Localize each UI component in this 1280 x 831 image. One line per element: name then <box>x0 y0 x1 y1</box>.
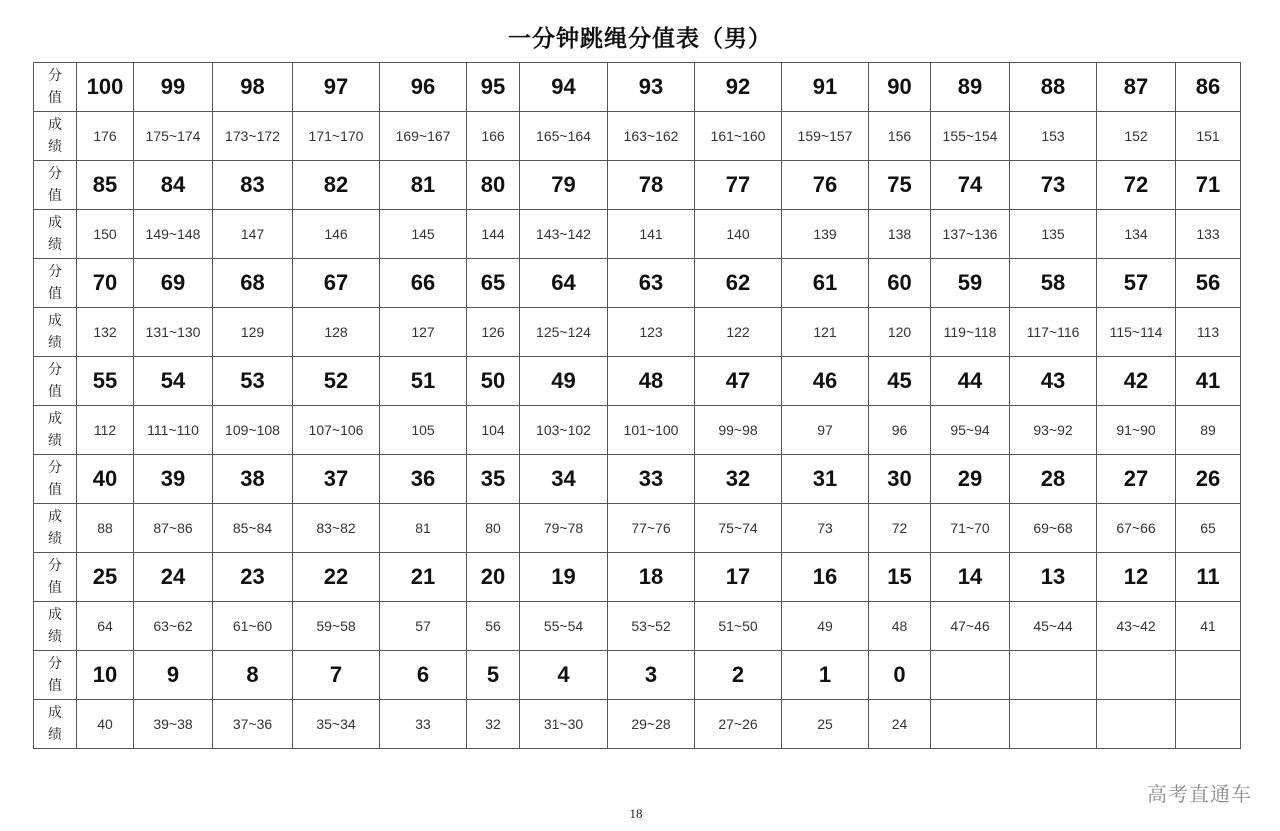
result-cell: 87~86 <box>134 504 213 553</box>
score-row-label <box>34 553 77 602</box>
result-cell: 37~36 <box>213 700 293 749</box>
score-cell: 41 <box>1176 357 1241 406</box>
score-cell: 77 <box>695 161 782 210</box>
score-label-text: 分值 <box>48 264 62 302</box>
score-cell: 65 <box>467 259 520 308</box>
result-cell <box>1010 700 1097 749</box>
score-label-text: 分值 <box>48 166 62 204</box>
score-cell: 1 <box>782 651 869 700</box>
result-cell: 73 <box>782 504 869 553</box>
page-title: 一分钟跳绳分值表（男） <box>508 26 772 52</box>
score-cell: 28 <box>1010 455 1097 504</box>
result-row-label <box>34 504 77 553</box>
score-cell: 81 <box>380 161 467 210</box>
score-cell: 63 <box>608 259 695 308</box>
result-cell: 146 <box>293 210 380 259</box>
score-cell: 2 <box>695 651 782 700</box>
result-row-label <box>34 112 77 161</box>
score-cell <box>1097 651 1176 700</box>
score-cell: 33 <box>608 455 695 504</box>
result-cell: 35~34 <box>293 700 380 749</box>
result-cell: 51~50 <box>695 602 782 651</box>
result-cell: 113 <box>1176 308 1241 357</box>
score-cell: 57 <box>1097 259 1176 308</box>
result-cell: 152 <box>1097 112 1176 161</box>
score-cell: 18 <box>608 553 695 602</box>
result-row <box>34 210 1241 259</box>
score-cell: 48 <box>608 357 695 406</box>
result-cell: 126 <box>467 308 520 357</box>
result-cell: 97 <box>782 406 869 455</box>
result-cell: 107~106 <box>293 406 380 455</box>
result-cell: 72 <box>869 504 931 553</box>
result-cell: 61~60 <box>213 602 293 651</box>
result-cell: 176 <box>77 112 134 161</box>
score-row <box>34 357 1241 406</box>
score-cell: 64 <box>520 259 608 308</box>
score-cell: 14 <box>931 553 1010 602</box>
score-cell: 29 <box>931 455 1010 504</box>
score-cell: 55 <box>77 357 134 406</box>
result-cell: 129 <box>213 308 293 357</box>
result-cell: 32 <box>467 700 520 749</box>
result-cell: 105 <box>380 406 467 455</box>
result-cell: 39~38 <box>134 700 213 749</box>
result-cell: 131~130 <box>134 308 213 357</box>
result-cell: 109~108 <box>213 406 293 455</box>
score-cell: 20 <box>467 553 520 602</box>
score-cell: 58 <box>1010 259 1097 308</box>
score-row <box>34 63 1241 112</box>
result-cell: 91~90 <box>1097 406 1176 455</box>
result-cell: 75~74 <box>695 504 782 553</box>
table-body <box>34 63 1241 749</box>
result-cell: 33 <box>380 700 467 749</box>
score-cell: 21 <box>380 553 467 602</box>
score-cell: 70 <box>77 259 134 308</box>
score-label-text: 分值 <box>48 460 62 498</box>
score-cell: 56 <box>1176 259 1241 308</box>
score-cell: 10 <box>77 651 134 700</box>
score-cell: 9 <box>134 651 213 700</box>
score-cell: 97 <box>293 63 380 112</box>
score-cell: 42 <box>1097 357 1176 406</box>
result-label-text: 成绩 <box>48 313 62 351</box>
result-cell: 56 <box>467 602 520 651</box>
score-row <box>34 553 1241 602</box>
result-cell: 159~157 <box>782 112 869 161</box>
score-row <box>34 651 1241 700</box>
result-cell: 165~164 <box>520 112 608 161</box>
score-cell: 22 <box>293 553 380 602</box>
score-cell: 92 <box>695 63 782 112</box>
score-cell: 19 <box>520 553 608 602</box>
score-cell: 50 <box>467 357 520 406</box>
score-cell: 16 <box>782 553 869 602</box>
score-row-label <box>34 259 77 308</box>
score-cell: 35 <box>467 455 520 504</box>
score-cell: 0 <box>869 651 931 700</box>
page-number: 18 <box>629 806 643 821</box>
score-label-text: 分值 <box>48 656 62 694</box>
score-row-label <box>34 357 77 406</box>
score-cell: 86 <box>1176 63 1241 112</box>
result-cell: 121 <box>782 308 869 357</box>
score-cell: 71 <box>1176 161 1241 210</box>
score-cell: 36 <box>380 455 467 504</box>
result-cell: 95~94 <box>931 406 1010 455</box>
result-cell: 143~142 <box>520 210 608 259</box>
result-cell: 144 <box>467 210 520 259</box>
score-cell: 73 <box>1010 161 1097 210</box>
result-cell: 31~30 <box>520 700 608 749</box>
score-cell: 40 <box>77 455 134 504</box>
result-row <box>34 406 1241 455</box>
result-label-text: 成绩 <box>48 411 62 449</box>
result-label-text: 成绩 <box>48 117 62 155</box>
score-cell: 11 <box>1176 553 1241 602</box>
score-cell: 74 <box>931 161 1010 210</box>
score-cell: 62 <box>695 259 782 308</box>
result-label-text: 成绩 <box>48 607 62 645</box>
result-cell: 112 <box>77 406 134 455</box>
score-cell <box>1176 651 1241 700</box>
score-row-label <box>34 455 77 504</box>
score-cell: 4 <box>520 651 608 700</box>
score-cell: 8 <box>213 651 293 700</box>
score-cell <box>931 651 1010 700</box>
score-cell: 83 <box>213 161 293 210</box>
result-cell: 40 <box>77 700 134 749</box>
result-cell: 175~174 <box>134 112 213 161</box>
result-label-text: 成绩 <box>48 509 62 547</box>
result-row <box>34 308 1241 357</box>
score-cell: 68 <box>213 259 293 308</box>
result-cell: 71~70 <box>931 504 1010 553</box>
score-cell: 60 <box>869 259 931 308</box>
score-cell: 3 <box>608 651 695 700</box>
score-cell: 51 <box>380 357 467 406</box>
result-cell: 48 <box>869 602 931 651</box>
result-cell: 134 <box>1097 210 1176 259</box>
result-cell: 115~114 <box>1097 308 1176 357</box>
score-cell: 96 <box>380 63 467 112</box>
score-cell: 88 <box>1010 63 1097 112</box>
result-cell: 111~110 <box>134 406 213 455</box>
score-cell: 17 <box>695 553 782 602</box>
result-cell: 132 <box>77 308 134 357</box>
result-cell: 69~68 <box>1010 504 1097 553</box>
score-cell: 23 <box>213 553 293 602</box>
result-cell: 161~160 <box>695 112 782 161</box>
result-cell: 55~54 <box>520 602 608 651</box>
result-cell: 43~42 <box>1097 602 1176 651</box>
result-cell: 171~170 <box>293 112 380 161</box>
score-cell: 54 <box>134 357 213 406</box>
score-cell: 43 <box>1010 357 1097 406</box>
score-cell: 26 <box>1176 455 1241 504</box>
result-cell <box>1176 700 1241 749</box>
score-cell: 79 <box>520 161 608 210</box>
score-cell: 89 <box>931 63 1010 112</box>
result-cell: 49 <box>782 602 869 651</box>
score-cell: 45 <box>869 357 931 406</box>
score-cell: 38 <box>213 455 293 504</box>
score-cell: 75 <box>869 161 931 210</box>
score-cell: 80 <box>467 161 520 210</box>
result-row <box>34 504 1241 553</box>
result-cell: 88 <box>77 504 134 553</box>
result-cell <box>931 700 1010 749</box>
result-cell: 166 <box>467 112 520 161</box>
result-cell: 137~136 <box>931 210 1010 259</box>
score-cell: 5 <box>467 651 520 700</box>
score-cell: 32 <box>695 455 782 504</box>
score-row <box>34 259 1241 308</box>
result-cell <box>1097 700 1176 749</box>
score-cell: 84 <box>134 161 213 210</box>
score-cell: 46 <box>782 357 869 406</box>
result-cell: 101~100 <box>608 406 695 455</box>
result-cell: 96 <box>869 406 931 455</box>
score-cell: 90 <box>869 63 931 112</box>
result-cell: 135 <box>1010 210 1097 259</box>
result-cell: 59~58 <box>293 602 380 651</box>
score-cell: 24 <box>134 553 213 602</box>
score-cell: 66 <box>380 259 467 308</box>
score-cell: 82 <box>293 161 380 210</box>
result-cell: 169~167 <box>380 112 467 161</box>
result-cell: 145 <box>380 210 467 259</box>
score-row <box>34 161 1241 210</box>
result-cell: 67~66 <box>1097 504 1176 553</box>
result-cell: 122 <box>695 308 782 357</box>
score-cell: 95 <box>467 63 520 112</box>
score-cell: 59 <box>931 259 1010 308</box>
result-cell: 104 <box>467 406 520 455</box>
result-row-label <box>34 308 77 357</box>
score-cell: 37 <box>293 455 380 504</box>
score-cell: 12 <box>1097 553 1176 602</box>
score-label-text: 分值 <box>48 362 62 400</box>
score-cell: 72 <box>1097 161 1176 210</box>
result-cell: 81 <box>380 504 467 553</box>
score-cell: 99 <box>134 63 213 112</box>
result-cell: 138 <box>869 210 931 259</box>
score-cell: 69 <box>134 259 213 308</box>
score-cell: 76 <box>782 161 869 210</box>
result-cell: 173~172 <box>213 112 293 161</box>
result-cell: 120 <box>869 308 931 357</box>
result-cell: 153 <box>1010 112 1097 161</box>
score-label-text: 分值 <box>48 68 62 106</box>
result-cell: 89 <box>1176 406 1241 455</box>
score-cell: 91 <box>782 63 869 112</box>
score-cell: 39 <box>134 455 213 504</box>
result-cell: 93~92 <box>1010 406 1097 455</box>
score-row-label <box>34 651 77 700</box>
result-row-label <box>34 700 77 749</box>
result-cell: 99~98 <box>695 406 782 455</box>
result-row <box>34 700 1241 749</box>
result-cell: 128 <box>293 308 380 357</box>
score-cell: 31 <box>782 455 869 504</box>
score-cell: 30 <box>869 455 931 504</box>
result-cell: 77~76 <box>608 504 695 553</box>
score-cell: 47 <box>695 357 782 406</box>
result-label-text: 成绩 <box>48 215 62 253</box>
result-cell: 117~116 <box>1010 308 1097 357</box>
result-cell: 79~78 <box>520 504 608 553</box>
score-cell: 53 <box>213 357 293 406</box>
result-cell: 156 <box>869 112 931 161</box>
score-cell: 100 <box>77 63 134 112</box>
result-row-label <box>34 210 77 259</box>
score-cell: 93 <box>608 63 695 112</box>
result-cell: 80 <box>467 504 520 553</box>
result-cell: 123 <box>608 308 695 357</box>
result-cell: 45~44 <box>1010 602 1097 651</box>
score-cell: 13 <box>1010 553 1097 602</box>
result-cell: 133 <box>1176 210 1241 259</box>
score-row-label <box>34 63 77 112</box>
result-cell: 147 <box>213 210 293 259</box>
score-cell: 98 <box>213 63 293 112</box>
score-table <box>33 62 1241 749</box>
result-cell: 119~118 <box>931 308 1010 357</box>
score-cell: 78 <box>608 161 695 210</box>
result-cell: 41 <box>1176 602 1241 651</box>
result-cell: 85~84 <box>213 504 293 553</box>
result-cell: 155~154 <box>931 112 1010 161</box>
score-cell: 27 <box>1097 455 1176 504</box>
score-cell: 6 <box>380 651 467 700</box>
score-cell: 52 <box>293 357 380 406</box>
result-cell: 141 <box>608 210 695 259</box>
result-row <box>34 112 1241 161</box>
score-label-text: 分值 <box>48 558 62 596</box>
result-cell: 65 <box>1176 504 1241 553</box>
score-cell: 15 <box>869 553 931 602</box>
result-cell: 63~62 <box>134 602 213 651</box>
score-row-label <box>34 161 77 210</box>
score-cell: 25 <box>77 553 134 602</box>
result-cell: 149~148 <box>134 210 213 259</box>
score-cell: 85 <box>77 161 134 210</box>
result-cell: 125~124 <box>520 308 608 357</box>
result-cell: 103~102 <box>520 406 608 455</box>
result-cell: 47~46 <box>931 602 1010 651</box>
result-cell: 83~82 <box>293 504 380 553</box>
score-cell: 7 <box>293 651 380 700</box>
score-cell: 44 <box>931 357 1010 406</box>
score-row <box>34 455 1241 504</box>
result-cell: 53~52 <box>608 602 695 651</box>
score-cell: 34 <box>520 455 608 504</box>
result-cell: 139 <box>782 210 869 259</box>
result-cell: 140 <box>695 210 782 259</box>
score-cell: 94 <box>520 63 608 112</box>
result-cell: 150 <box>77 210 134 259</box>
result-row <box>34 602 1241 651</box>
watermark-logo-text: 高考直通车 <box>1147 782 1252 806</box>
result-row-label <box>34 602 77 651</box>
score-cell: 87 <box>1097 63 1176 112</box>
score-cell: 49 <box>520 357 608 406</box>
result-cell: 24 <box>869 700 931 749</box>
result-cell: 127 <box>380 308 467 357</box>
score-cell: 61 <box>782 259 869 308</box>
result-cell: 25 <box>782 700 869 749</box>
result-cell: 29~28 <box>608 700 695 749</box>
result-cell: 27~26 <box>695 700 782 749</box>
score-cell: 67 <box>293 259 380 308</box>
result-cell: 64 <box>77 602 134 651</box>
result-cell: 163~162 <box>608 112 695 161</box>
result-cell: 57 <box>380 602 467 651</box>
result-row-label <box>34 406 77 455</box>
result-label-text: 成绩 <box>48 705 62 743</box>
result-cell: 151 <box>1176 112 1241 161</box>
score-cell <box>1010 651 1097 700</box>
